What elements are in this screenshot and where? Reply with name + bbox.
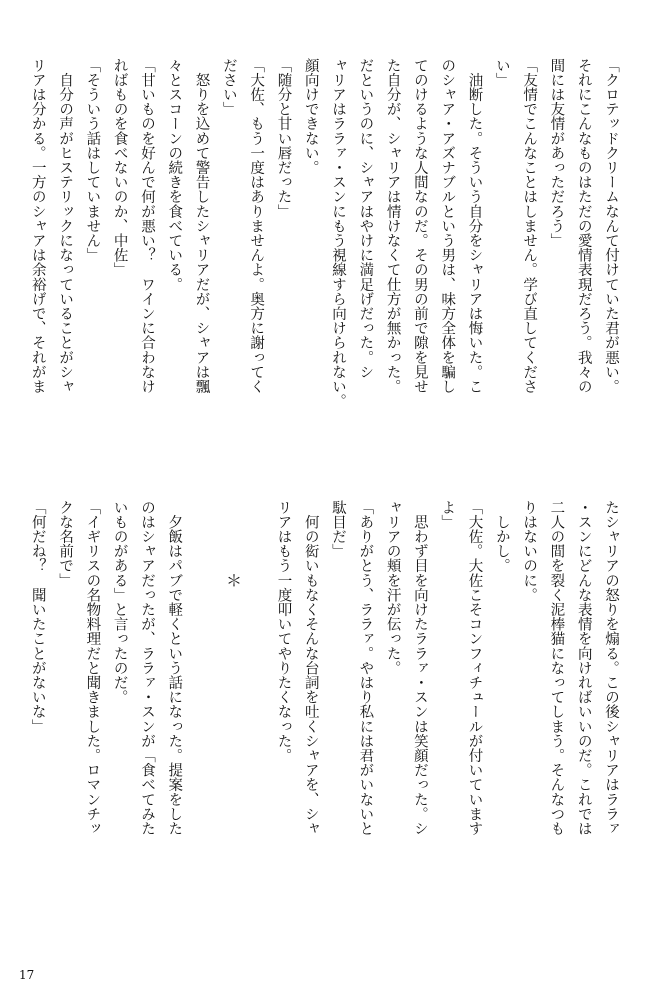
text-line: 何の衒いもなくそんな台詞を吐くシャアを、シャ bbox=[302, 500, 319, 836]
text-line: 「随分と甘い唇だった」 bbox=[275, 58, 292, 219]
text-line: ャリアの頬を汗が伝った。 bbox=[384, 500, 401, 676]
text-line: 間には友情があっただろう」 bbox=[548, 58, 565, 248]
text-line: 「大佐、もう一度はありませんよ。奥方に謝ってく bbox=[248, 58, 265, 394]
text-line: 自分の声がヒステリックになっていることがシャ bbox=[57, 58, 74, 394]
text-line: よ」 bbox=[439, 500, 456, 530]
blank-line bbox=[187, 500, 214, 920]
text-line: ・スンにどんな表情を向ければいいのだ。これでは bbox=[575, 500, 592, 836]
text-line: だというのに、シャアはやけに満足げだった。シ bbox=[357, 58, 374, 380]
text-line: たシャリアの怒りを煽る。この後シャリアはララァ bbox=[603, 500, 619, 836]
text-line: てのけるような人間なのだ。その男の前で隙を見せ bbox=[411, 58, 428, 394]
lower-text-block bbox=[23, 500, 624, 920]
text-line: 「そういう話はしていません」 bbox=[84, 58, 101, 263]
text-line: 二人の間を裂く泥棒猫になってしまう。そんなつも bbox=[548, 500, 565, 836]
text-line: 々とスコーンの続きを食べている。 bbox=[166, 58, 183, 292]
text-line: ればものを食べないのか、中佐」 bbox=[111, 58, 128, 277]
text-line: 顔向けできない。 bbox=[302, 58, 319, 175]
text-line: のシャア・アズナブルという男は、味方全体を騙し bbox=[439, 58, 456, 394]
section-break-asterisk: ＊ bbox=[226, 571, 243, 590]
text-line: ださい」 bbox=[220, 58, 237, 117]
text-line: た自分が、シャリアは情けなくて仕方が無かった。 bbox=[384, 58, 401, 394]
text-line: いものがある」と言ったのだ。 bbox=[111, 500, 128, 705]
text-line: クな名前で」 bbox=[57, 500, 74, 588]
upper-text-block bbox=[23, 58, 624, 478]
text-line: 「ありがとう、ララァ。やはり私には君がいないと bbox=[357, 500, 374, 836]
text-line: しかし。 bbox=[493, 500, 510, 573]
blank-line bbox=[242, 500, 269, 920]
text-line: 駄目だ」 bbox=[330, 500, 347, 559]
page-number: 17 bbox=[19, 968, 35, 982]
text-line: のはシャアだったが、ララァ・スンが「食べてみた bbox=[138, 500, 155, 836]
text-line: 「友情でこんなことはしません。学び直してくださ bbox=[521, 58, 538, 394]
text-line: リアは分かる。一方のシャアは余裕げで、それがま bbox=[29, 58, 46, 394]
text-line: ャリアはララァ・スンにもう視線すら向けられない。 bbox=[330, 58, 347, 409]
blank-line bbox=[215, 500, 242, 920]
text-line: 夕飯はパブで軽くという話になった。提案をした bbox=[166, 500, 183, 836]
text-line: 「何だね？ 聞いたことがないな」 bbox=[29, 500, 46, 734]
text-line: 「イギリスの名物料理だと聞きました。ロマンチッ bbox=[84, 500, 101, 836]
text-line: 「大佐。大佐こそコンフィチュールが付いています bbox=[466, 500, 483, 836]
text-line: 「甘いものを好んで何が悪い？ ワインに合わなけ bbox=[138, 58, 155, 394]
text-line: りはないのに。 bbox=[521, 500, 538, 603]
text-line: 思わず目を向けたララァ・スンは笑顔だった。シ bbox=[411, 500, 428, 836]
text-line: 「クロテッドクリームなんて付けていた君が悪い。 bbox=[603, 58, 619, 394]
text-line: 油断した。そういう自分をシャリアは悔いた。こ bbox=[466, 58, 483, 394]
text-line: い」 bbox=[493, 58, 510, 88]
text-line: リアはもう一度叩いてやりたくなった。 bbox=[275, 500, 292, 763]
text-line: それにこんなものはただの愛情表現だろう。我々の bbox=[575, 58, 592, 394]
text-line: 怒りを込めて警告したシャリアだが、シャアは飄 bbox=[193, 58, 210, 394]
